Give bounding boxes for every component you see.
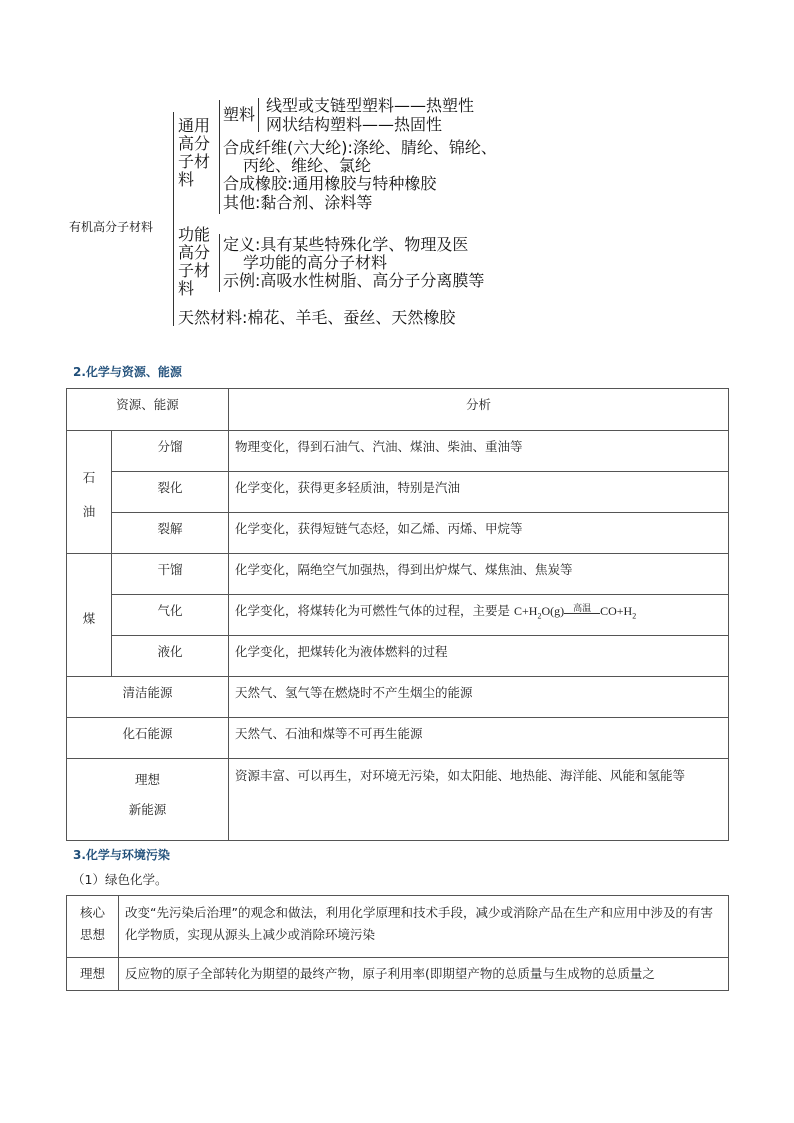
fiber-line-1: 合成纤维(六大纶):涤纶、腈纶、锦纶、 bbox=[223, 138, 497, 157]
table-row bbox=[67, 759, 729, 841]
other-line: 其他:黏合剂、涂料等 bbox=[223, 193, 373, 212]
plastic-item-1: 线型或支链型塑料——热塑性 bbox=[266, 96, 475, 115]
section3-heading: 3.化学与环境污染 bbox=[73, 848, 170, 862]
coal-label: 煤 bbox=[67, 554, 112, 677]
process-cell: 分馏 bbox=[112, 431, 229, 472]
core-idea-label: 核心 思想 bbox=[67, 896, 119, 958]
ideal-content: 反应物的原子全部转化为期望的最终产物，原子利用率(即期望产物的总质量与生成物的总质量之 bbox=[119, 958, 729, 991]
general-brace bbox=[219, 100, 220, 214]
header-analysis: 分析 bbox=[229, 389, 729, 431]
analysis-cell: 资源丰富、可以再生，对环境无污染，如太阳能、地热能、海洋能、风能和氢能等 bbox=[229, 759, 729, 841]
functional-polymer-label: 功能高分子材料 bbox=[178, 225, 211, 298]
section2-heading: 2.化学与资源、能源 bbox=[73, 365, 182, 379]
table-row bbox=[67, 513, 729, 554]
plastic-brace bbox=[258, 98, 259, 132]
analysis-cell: 化学变化，将煤转化为可燃性气体的过程，主要是 $C+H_2O(g)$ 高温 $CO+H_2$ bbox=[229, 595, 729, 636]
process-cell: 气化 bbox=[112, 595, 229, 636]
plastic-label: 塑料 bbox=[223, 105, 256, 124]
green-chemistry-table bbox=[66, 895, 729, 991]
process-cell: 干馏 bbox=[112, 554, 229, 595]
table-row bbox=[67, 595, 729, 636]
table-row bbox=[67, 958, 729, 991]
analysis-cell: 天然气、石油和煤等不可再生能源 bbox=[229, 718, 729, 759]
table-row bbox=[67, 554, 729, 595]
definition-line-2: 学功能的高分子材料 bbox=[243, 253, 388, 272]
reaction-condition: 高温 bbox=[564, 604, 600, 614]
analysis-cell: 化学变化，获得短链气态烃，如乙烯、丙烯、甲烷等 bbox=[229, 513, 729, 554]
resource-energy-table bbox=[66, 388, 729, 841]
ideal-energy-label: 理想 新能源 bbox=[67, 759, 229, 841]
rubber-line: 合成橡胶:通用橡胶与特种橡胶 bbox=[223, 174, 437, 193]
clean-energy-label: 清洁能源 bbox=[67, 677, 229, 718]
table-row bbox=[67, 472, 729, 513]
table-row bbox=[67, 896, 729, 958]
main-brace bbox=[173, 112, 174, 326]
analysis-cell: 化学变化，隔绝空气加强热，得到出炉煤气、煤焦油、焦炭等 bbox=[229, 554, 729, 595]
table-row bbox=[67, 718, 729, 759]
natural-material-line: 天然材料:棉花、羊毛、蚕丝、天然橡胶 bbox=[178, 308, 456, 327]
analysis-cell: 化学变化，获得更多轻质油，特别是汽油 bbox=[229, 472, 729, 513]
green-chemistry-subtitle: （1）绿色化学。 bbox=[72, 872, 168, 887]
table-row bbox=[67, 431, 729, 472]
table-row bbox=[67, 677, 729, 718]
fossil-energy-label: 化石能源 bbox=[67, 718, 229, 759]
plastic-item-2: 网状结构塑料——热固性 bbox=[266, 115, 443, 134]
analysis-cell: 物理变化，得到石油气、汽油、煤油、柴油、重油等 bbox=[229, 431, 729, 472]
tree-root-label: 有机高分子材料 bbox=[69, 220, 154, 234]
ideal-label: 理想 bbox=[67, 958, 119, 991]
process-cell: 裂解 bbox=[112, 513, 229, 554]
analysis-cell: 天然气、氢气等在燃烧时不产生烟尘的能源 bbox=[229, 677, 729, 718]
petroleum-label: 石 油 bbox=[67, 431, 112, 554]
definition-line-1: 定义:具有某些特殊化学、物理及医 bbox=[223, 235, 469, 254]
process-cell: 裂化 bbox=[112, 472, 229, 513]
example-line: 示例:高吸水性树脂、高分子分离膜等 bbox=[223, 271, 485, 290]
table-header-row bbox=[67, 389, 729, 431]
fiber-line-2: 丙纶、维纶、氯纶 bbox=[243, 156, 372, 175]
gasification-equation: $C+H_2O(g)$ 高温 $CO+H_2$ bbox=[514, 603, 637, 621]
core-idea-content: 改变“先污染后治理”的观念和做法，利用化学原理和技术手段，减少或消除产品在生产和应用中涉及的有害化学物质，实现从源头上减少或消除环境污染 bbox=[119, 896, 729, 958]
functional-brace bbox=[219, 234, 220, 292]
analysis-cell: 化学变化，把煤转化为液体燃料的过程 bbox=[229, 636, 729, 677]
general-polymer-label: 通用高分子材料 bbox=[178, 116, 211, 189]
header-resource: 资源、能源 bbox=[67, 389, 229, 431]
process-cell: 液化 bbox=[112, 636, 229, 677]
table-row bbox=[67, 636, 729, 677]
